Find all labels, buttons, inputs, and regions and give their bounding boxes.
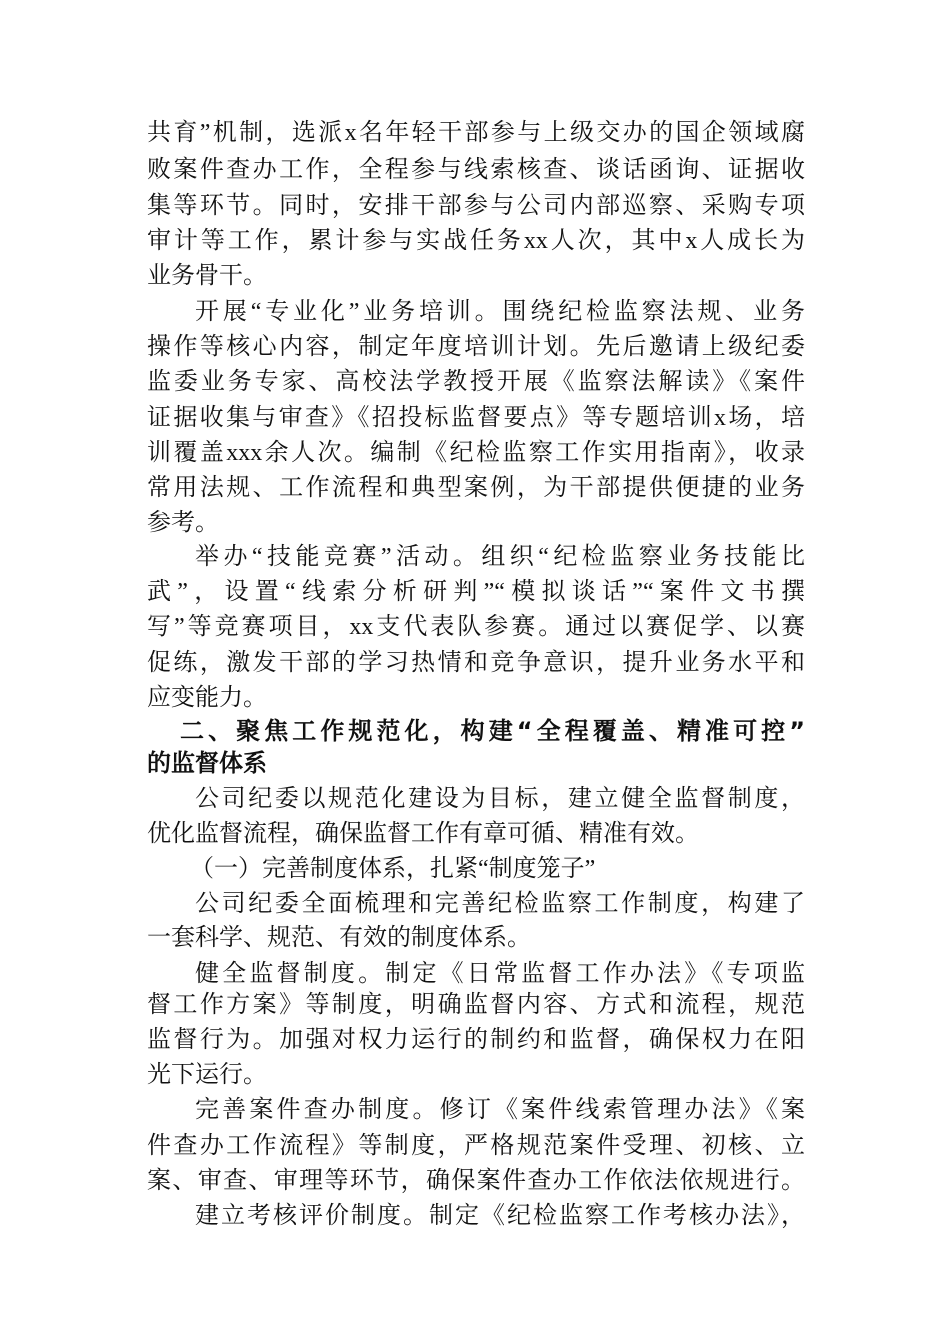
paragraph-heading-line: 建立考核评价制度。制定《纪检监察工作考核办法》， [195, 1203, 805, 1229]
text-line: 证据收集与审查》《招投标监督要点》等专题培训x场，培 [147, 405, 805, 431]
text-line: 公司纪委全面梳理和完善纪检监察工作制度，构建了 [195, 891, 805, 917]
text-line: 监督行为。加强对权力运行的制约和监督，确保权力在阳 [147, 1027, 805, 1053]
paragraph-heading-line: 完善案件查办制度。修订《案件线索管理办法》《案 [195, 1097, 805, 1123]
text-line: 案、审查、审理等环节，确保案件查办工作依法依规进行。 [147, 1168, 805, 1194]
text-line: 共育”机制，选派x名年轻干部参与上级交办的国企领域腐 [147, 120, 805, 146]
text-line: 件查办工作流程》等制度，严格规范案件受理、初核、立 [147, 1133, 805, 1159]
text-line: 一套科学、规范、有效的制度体系。 [147, 925, 531, 951]
text-line: 优化监督流程，确保监督工作有章可循、精准有效。 [147, 821, 699, 847]
text-line: 训覆盖xxx余人次。编制《纪检监察工作实用指南》，收录 [147, 440, 805, 466]
text-line: 败案件查办工作，全程参与线索核查、谈话函询、证据收 [147, 157, 805, 183]
text-line: 审计等工作，累计参与实战任务xx人次，其中x人成长为 [147, 228, 805, 254]
text-line: 常用法规、工作流程和典型案例，为干部提供便捷的业务 [147, 475, 805, 501]
paragraph-heading-line: 开展“专业化”业务培训。围绕纪检监察法规、业务 [195, 299, 805, 325]
paragraph-heading-line: 举办“技能竞赛”活动。组织“纪检监察业务技能比 [195, 544, 805, 570]
text-line: 促练，激发干部的学习热情和竞争意识，提升业务水平和 [147, 650, 805, 676]
text-line: 业务骨干。 [147, 263, 267, 289]
text-line: 集等环节。同时，安排干部参与公司内部巡察、采购专项 [147, 193, 805, 219]
text-line: 督工作方案》等制度，明确监督内容、方式和流程，规范 [147, 992, 805, 1018]
section-heading: 二、聚焦工作规范化，构建“全程覆盖、精准可控” [180, 717, 805, 745]
text-line: 写”等竞赛项目，xx支代表队参赛。通过以赛促学、以赛 [147, 614, 805, 640]
section-heading: 的监督体系 [147, 749, 267, 777]
text-line: 光下运行。 [147, 1062, 267, 1088]
text-line: 监委业务专家、高校法学教授开展《监察法解读》《案件 [147, 369, 805, 395]
text-line: 操作等核心内容，制定年度培训计划。先后邀请上级纪委 [147, 334, 805, 360]
text-line: 武”，设置“线索分析研判”“模拟谈话”“案件文书撰 [147, 579, 805, 605]
text-line: 公司纪委以规范化建设为目标，建立健全监督制度， [195, 786, 805, 812]
text-line: 应变能力。 [147, 685, 267, 711]
text-line: 参考。 [147, 510, 219, 536]
paragraph-heading-line: 健全监督制度。制定《日常监督工作办法》《专项监 [195, 961, 805, 987]
subsection-heading: （一）完善制度体系，扎紧“制度笼子” [190, 856, 596, 882]
